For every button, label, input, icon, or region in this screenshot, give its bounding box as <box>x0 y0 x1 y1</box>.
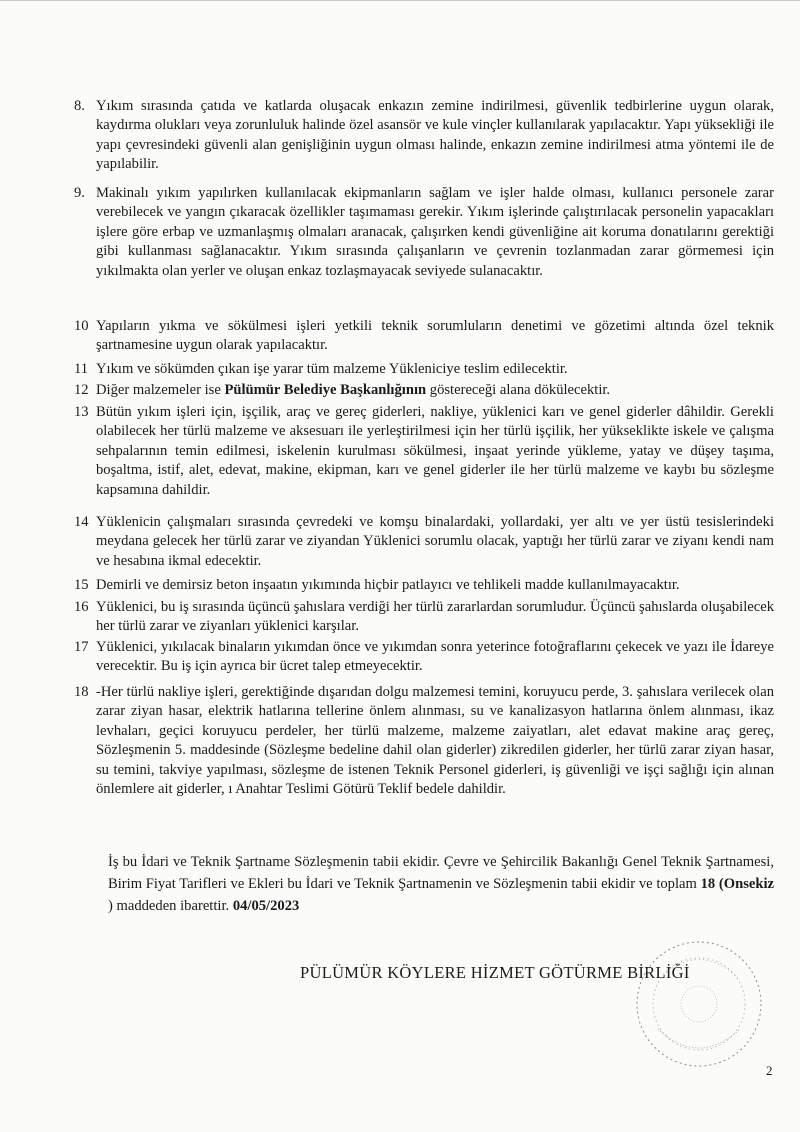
municipality-name: Pülümür Belediye Başkanlığının <box>224 382 427 398</box>
article-text: Yıkım sırasında çatıda ve katlarda oluşacak enkazın zemine indirilmesi, güvenlik tedbirlerine uygun olarak, kaydırma olukları veya zorunluluk halinde özel asansör ve kule vinçler kullanılarak yapılacaktır. Yapı yüksekliği ile yapı çevresindeki güvenli alan genişliğinin uygun olması halinde, enkazın zemine indirilmesi atma yöntemi ile de yapılabilir. <box>96 98 774 173</box>
article-18 <box>74 683 774 799</box>
article-15 <box>74 576 774 595</box>
article-14 <box>74 513 774 571</box>
article-text: Yüklenici, yıkılacak binaların yıkımdan önce ve yıkımdan sonra yeterince fotoğraflarını çekecek ve yazı ile İdareye verecektir. Bu iş için ayrıca bir ücret talep etmeyecektir. <box>96 639 774 675</box>
article-text-end: göstereceği alana dökülecektir. <box>426 382 611 398</box>
official-stamp <box>628 933 770 1075</box>
article-number: 17 <box>74 639 89 655</box>
closing-text: İş bu İdari ve Teknik Şartname Sözleşmenin tabii ekidir. Çevre ve Şehircilik Bakanlığı Genel Teknik Şartnamesi, Birim Fiyat Tarifleri ve Ekleri bu İdari ve Teknik Şartnamenin ve Sözleşmenin tabii ekidir ve toplam <box>108 854 774 892</box>
article-number: 15 <box>74 577 89 593</box>
article-number: 16 <box>74 599 89 615</box>
article-number: 8. <box>74 98 85 114</box>
document-date: 04/05/2023 <box>232 898 300 914</box>
article-number: 13 <box>74 404 89 420</box>
article-text: Makinalı yıkım yapılırken kullanılacak ekipmanların sağlam ve işler halde olması, kullanıcı personele zarar verebilecek ve yangın çıkaracak özellikler taşımaması gerekir. Yıkım işlerinde çalıştırılacak personelin yapacakları işlere göre erbap ve uzmanlaşmış olmaları aranacak, çalışırken kendi güvenliğine ait koruma donatılarını gerektiği gibi kullanması sağlanacaktır. Yıkım sırasında çalışanların ve çevrenin tozlanmadan zarar görmemesi için yıkılmakta olan yerler ve oluşan enkaz tozlaşmayacak seviyede sulanacaktır. <box>96 185 774 279</box>
article-text: -Her türlü nakliye işleri, gerektiğinde dışarıdan dolgu malzemesi temini, koruyucu perde, 3. şahıslara verilecek olan zarar ziyan hasar, elektrik hatlarına tellerine önlem alınması, su ve kanalizasyon hatlarına önlem alınması, ikaz levhaları, geçici koruyucu perdeler, her türlü malzeme, malzeme zaiyatları, alet edavat makine araç gereç, Sözleşmenin 5. maddesinde (Sözleşme bedeline dahil olan giderler) zikredilen giderler, her türlü zarar ziyan hasar, su temini, takviye yapılması, sözleşme de istenen Teknik Personel giderleri, iş güvenliği ve işçi sağlığı için alınan önlemlere ait giderler, ı Anahtar Teslimi Götürü Teklif bedele dahildir. <box>96 684 774 798</box>
article-number: 18 <box>74 684 89 700</box>
article-number: 9. <box>74 185 85 201</box>
article-number: 11 <box>74 361 89 377</box>
article-11 <box>74 360 774 379</box>
article-12 <box>74 381 774 400</box>
closing-text-mid: ) maddeden ibarettir. <box>108 898 233 914</box>
closing-paragraph <box>108 851 774 917</box>
article-count: 18 (Onsekiz <box>700 876 774 892</box>
article-9 <box>74 184 774 281</box>
article-16 <box>74 598 774 637</box>
article-8 <box>74 97 774 175</box>
article-text: Yıkım ve sökümden çıkan işe yarar tüm malzeme Yükleniciye teslim edilecektir. <box>96 361 568 377</box>
article-text: Yapıların yıkma ve sökülmesi işleri yetkili teknik sorumluların denetimi ve gözetimi altında özel teknik şartnamesine uygun olarak yapılacaktır. <box>96 318 774 354</box>
article-number: 14 <box>74 514 89 530</box>
article-number: 12 <box>74 382 89 398</box>
article-10 <box>74 317 774 356</box>
article-text: Yüklenicin çalışmaları sırasında çevredeki ve komşu binalardaki, yollardaki, yer altı ve yer üstü tesislerindeki meydana gelecek her türlü zarar ve ziyandan Yüklenici sorumlu olacak, yaptığı her türlü zarar ve ziyanı kendi nam ve hesabına ikmal edecektir. <box>96 514 774 569</box>
organization-signature: PÜLÜMÜR KÖYLERE HİZMET GÖTÜRME BİRLİĞİ <box>300 963 690 982</box>
page-number: 2 <box>766 1063 773 1078</box>
article-number: 10 <box>74 318 89 334</box>
article-17 <box>74 638 774 677</box>
article-13 <box>74 403 774 500</box>
article-text: Yüklenici, bu iş sırasında üçüncü şahıslara verdiği her türlü zararlardan sorumludur. Üçüncü şahıslarda oluşabilecek her türlü zarar ve ziyanları yüklenici karşılar. <box>96 599 774 635</box>
article-text <box>96 381 774 400</box>
article-text: Demirli ve demirsiz beton inşaatın yıkımında hiçbir patlayıcı ve tehlikeli madde kullanılmayacaktır. <box>96 577 680 593</box>
article-text-start: Diğer malzemeler ise <box>96 382 225 398</box>
article-text: Bütün yıkım işleri için, işçilik, araç ve gereç giderleri, nakliye, yüklenici karı ve genel giderler dâhildir. Gerekli olabilecek her türlü malzeme ve aksesuarı ile yerleştirilmesi için her türlü işçilik, her yükseklikte iskele ve çalışma sehpalarının temin edilmesi, iskelenin kurulması sökülmesi, inşaat yerinde yükleme, yatay ve düşey taşıma, boşaltma, istif, alet, edevat, makine, ekipman, karı ve genel giderler ile her türlü malzeme ve kaybı bu sözleşme kapsamına dahildir. <box>96 404 774 498</box>
